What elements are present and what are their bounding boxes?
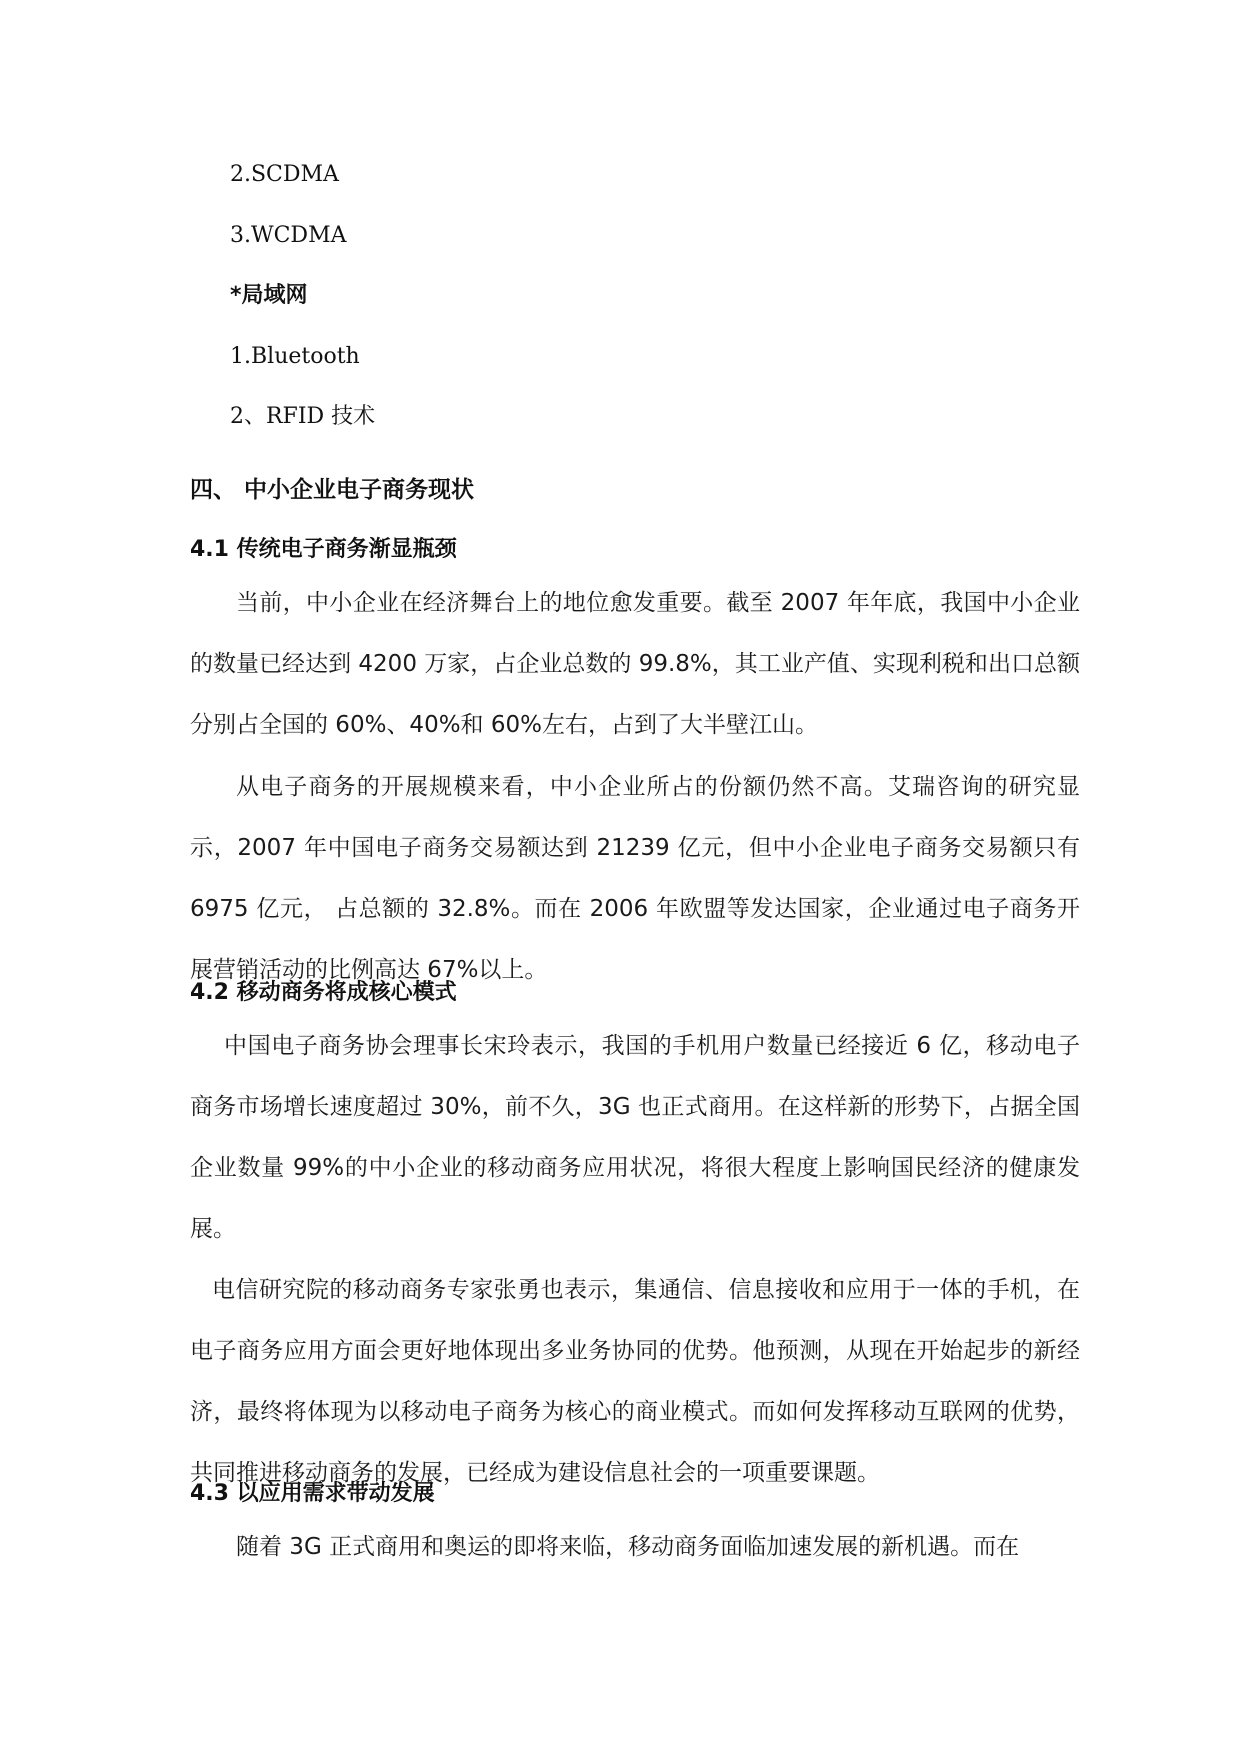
section-4-2-title: 4.2 移动商务将成核心模式 [190, 980, 457, 1005]
lan-heading: *局域网 [230, 283, 308, 308]
section-4-3-title: 4.3 以应用需求带动发展 [190, 1481, 435, 1506]
section-4-2-paragraph-2: 电信研究院的移动商务专家张勇也表示，集通信、信息接收和应用于一体的手机，在电子商务应用方面会更好地体现出多业务协同的优势。他预测，从现在开始起步的新经济，最终将体现为以移动电子商务为核心的商业模式。而如何发挥移动互联网的优势，共同推进移动商务的发展，已经成为建设信息社会的一项重要课题。 [190, 1277, 1080, 1486]
section-4-title: 四、 中小企业电子商务现状 [190, 477, 475, 503]
list-item-bluetooth: 1.Bluetooth [230, 344, 360, 369]
section-4-1-title: 4.1 传统电子商务渐显瓶颈 [190, 537, 457, 562]
list-item-wcdma: 3.WCDMA [230, 223, 347, 248]
list-item-scdma: 2.SCDMA [230, 162, 339, 187]
section-4-3-paragraph-1: 随着 3G 正式商用和奥运的即将来临，移动商务面临加速发展的新机遇。而在 [236, 1534, 1020, 1560]
section-4-2-paragraph-1: 中国电子商务协会理事长宋玲表示，我国的手机用户数量已经接近 6 亿，移动电子商务市场增长速度超过 30%，前不久，3G 也正式商用。在这样新的形势下，占据全国企业数量 99%的中小企业的移动商务应用状况，将很大程度上影响国民经济的健康发展。 [190, 1033, 1080, 1242]
list-item-rfid: 2、RFID 技术 [230, 404, 376, 429]
section-4-1-paragraph-2: 从电子商务的开展规模来看，中小企业所占的份额仍然不高。艾瑞咨询的研究显示，2007 年中国电子商务交易额达到 21239 亿元，但中小企业电子商务交易额只有 6975 亿元， 占总额的 32.8%。而在 2006 年欧盟等发达国家，企业通过电子商务开展营销活动的比例高达 67%以上。 [190, 774, 1080, 983]
section-4-1-paragraph-1: 当前，中小企业在经济舞台上的地位愈发重要。截至 2007 年年底，我国中小企业的数量已经达到 4200 万家，占企业总数的 99.8%，其工业产值、实现利税和出口总额分别占全国的 60%、40%和 60%左右，占到了大半壁江山。 [190, 590, 1080, 738]
